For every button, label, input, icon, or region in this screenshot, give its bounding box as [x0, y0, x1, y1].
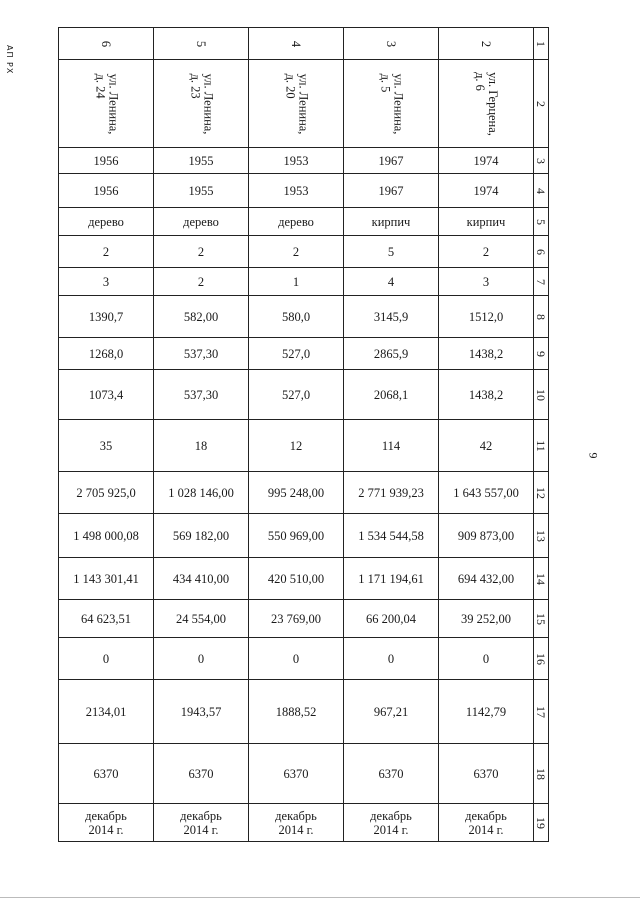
rownum-cell — [534, 236, 549, 268]
value-cell — [249, 600, 344, 638]
value-line: 2014 г. — [373, 822, 409, 837]
value-text: 1974 — [473, 153, 499, 168]
table-row — [59, 638, 549, 680]
value-cell — [59, 148, 154, 174]
table-row — [59, 148, 549, 174]
value-cell — [439, 268, 534, 296]
value-text: 1268,0 — [88, 346, 124, 361]
value-text: 1953 — [283, 183, 309, 198]
value-cell — [439, 680, 534, 744]
value-text: 24 554,00 — [176, 611, 226, 626]
rownum-cell — [534, 296, 549, 338]
table-row — [59, 370, 549, 420]
rownum-cell — [534, 804, 549, 842]
rownum-cell — [534, 514, 549, 558]
value-cell — [154, 680, 249, 744]
row-number: 15 — [534, 612, 548, 625]
value-cell — [59, 208, 154, 236]
table-row — [59, 472, 549, 514]
value-cell — [59, 296, 154, 338]
value-cell — [154, 370, 249, 420]
value-cell — [154, 472, 249, 514]
value-cell — [249, 236, 344, 268]
table-row — [59, 174, 549, 208]
value-text: 1438,2 — [468, 346, 504, 361]
value-cell — [249, 514, 344, 558]
column-number: 2 — [479, 40, 493, 47]
value-text: 537,30 — [183, 346, 219, 361]
value-text: 3 — [482, 274, 490, 289]
value-cell — [59, 638, 154, 680]
value-line: 2014 г. — [278, 822, 314, 837]
address-cell — [344, 60, 439, 148]
column-number: 4 — [289, 40, 303, 47]
value-text: 537,30 — [183, 387, 219, 402]
value-text: 1 498 000,08 — [73, 528, 139, 543]
value-cell — [249, 638, 344, 680]
value-cell — [344, 148, 439, 174]
value-text: 2068,1 — [373, 387, 409, 402]
page-number: 9 — [586, 452, 601, 459]
value-cell — [154, 338, 249, 370]
value-text: 1 — [292, 274, 300, 289]
value-cell — [439, 338, 534, 370]
value-text: 1967 — [378, 153, 404, 168]
value-text: 1956 — [93, 153, 119, 168]
value-text: 569 182,00 — [172, 528, 230, 543]
rownum-cell — [534, 148, 549, 174]
value-text: 1142,79 — [465, 704, 507, 719]
value-text: 434 410,00 — [172, 571, 230, 586]
column-number-row — [59, 28, 549, 60]
value-cell — [249, 174, 344, 208]
table-row — [59, 296, 549, 338]
value-cell — [249, 338, 344, 370]
value-text: 1 643 557,00 — [453, 485, 519, 500]
value-cell — [344, 804, 439, 842]
value-text: 0 — [292, 651, 300, 666]
value-cell — [439, 420, 534, 472]
table-row — [59, 208, 549, 236]
column-number-cell — [439, 28, 534, 60]
value-cell — [59, 268, 154, 296]
value-cell — [344, 558, 439, 600]
value-text: 527,0 — [281, 387, 311, 402]
address-row — [59, 60, 549, 148]
column-number: 5 — [194, 40, 208, 47]
rownum-cell — [534, 268, 549, 296]
table-row — [59, 236, 549, 268]
value-cell — [59, 420, 154, 472]
value-text: 114 — [381, 438, 401, 453]
table-row — [59, 514, 549, 558]
value-text: 1943,57 — [180, 704, 222, 719]
address-cell — [59, 60, 154, 148]
value-text: 1955 — [188, 153, 214, 168]
value-cell — [249, 268, 344, 296]
value-cell — [439, 148, 534, 174]
row-number: 4 — [534, 187, 548, 194]
value-text: 12 — [289, 438, 303, 453]
value-cell — [249, 804, 344, 842]
value-text: 0 — [387, 651, 395, 666]
rownum-cell — [534, 208, 549, 236]
row-number: 16 — [534, 652, 548, 665]
row-number: 14 — [534, 572, 548, 585]
value-cell — [249, 420, 344, 472]
value-text: 3 — [102, 274, 110, 289]
column-number-cell — [154, 28, 249, 60]
value-text: 0 — [102, 651, 110, 666]
row-number: 18 — [534, 767, 548, 780]
value-text: 39 252,00 — [461, 611, 511, 626]
rownum-cell — [534, 472, 549, 514]
value-text: 2134,01 — [85, 704, 127, 719]
value-cell — [344, 744, 439, 804]
value-cell — [154, 208, 249, 236]
value-cell — [439, 208, 534, 236]
rownum-cell — [534, 558, 549, 600]
value-cell — [344, 638, 439, 680]
value-cell — [59, 558, 154, 600]
value-cell — [249, 558, 344, 600]
value-text: 66 200,04 — [366, 611, 416, 626]
address-text — [283, 73, 309, 134]
value-text: дерево — [183, 214, 219, 229]
value-cell — [439, 514, 534, 558]
row-number: 6 — [534, 248, 548, 255]
value-text: 582,00 — [183, 309, 219, 324]
value-text: 1 143 301,41 — [73, 571, 139, 586]
value-cell — [59, 472, 154, 514]
value-cell — [439, 296, 534, 338]
value-text: 2 — [102, 244, 110, 259]
value-text: 2 705 925,0 — [76, 485, 136, 500]
column-number-cell — [249, 28, 344, 60]
value-cell — [154, 268, 249, 296]
value-text: 1 171 194,61 — [358, 571, 424, 586]
row-number: 8 — [534, 313, 548, 320]
value-cell — [249, 296, 344, 338]
value-text: 909 873,00 — [457, 528, 515, 543]
value-cell — [344, 600, 439, 638]
address-text — [378, 73, 404, 134]
value-cell — [154, 638, 249, 680]
value-cell — [59, 680, 154, 744]
value-cell — [344, 236, 439, 268]
value-text: 42 — [479, 438, 493, 453]
address-cell — [249, 60, 344, 148]
value-text: 995 248,00 — [267, 485, 325, 500]
value-text: 550 969,00 — [267, 528, 325, 543]
value-cell — [154, 514, 249, 558]
value-cell — [59, 804, 154, 842]
value-line: декабрь — [275, 808, 317, 823]
address-text — [93, 73, 119, 134]
value-text: 2 — [197, 274, 205, 289]
address-line: д. 5 — [378, 73, 392, 92]
rownum-cell — [534, 744, 549, 804]
row-number: 19 — [534, 816, 548, 829]
value-text: 1512,0 — [468, 309, 504, 324]
address-line: ул. Ленина, — [391, 73, 405, 134]
value-text: дерево — [278, 214, 314, 229]
value-text: 2 — [482, 244, 490, 259]
value-text: 2 — [197, 244, 205, 259]
address-line: д. 20 — [283, 73, 297, 99]
value-cell — [439, 600, 534, 638]
rownum-cell — [534, 338, 549, 370]
value-cell — [344, 370, 439, 420]
value-text: 1956 — [93, 183, 119, 198]
value-line: декабрь — [370, 808, 412, 823]
rownum-cell — [534, 28, 549, 60]
value-cell — [344, 338, 439, 370]
value-text: 2 771 939,23 — [358, 485, 424, 500]
value-text: 1073,4 — [88, 387, 124, 402]
value-text: 6370 — [378, 766, 404, 781]
value-cell — [249, 680, 344, 744]
table-row — [59, 680, 549, 744]
value-text: 5 — [387, 244, 395, 259]
value-text: кирпич — [466, 214, 506, 229]
value-text: 23 769,00 — [271, 611, 321, 626]
address-line: ул. Ленина, — [106, 73, 120, 134]
column-number: 3 — [384, 40, 398, 47]
value-cell — [154, 804, 249, 842]
value-cell — [344, 208, 439, 236]
value-cell — [439, 558, 534, 600]
value-cell — [344, 472, 439, 514]
value-cell — [154, 558, 249, 600]
value-cell — [344, 174, 439, 208]
value-line: декабрь — [465, 808, 507, 823]
table-row — [59, 744, 549, 804]
value-text: 35 — [99, 438, 113, 453]
row-number: 3 — [534, 157, 548, 164]
row-number: 11 — [534, 439, 548, 452]
footer-divider — [0, 897, 640, 898]
rownum-cell — [534, 638, 549, 680]
value-cell — [249, 208, 344, 236]
row-number: 9 — [534, 350, 548, 357]
value-cell — [249, 472, 344, 514]
value-text: 64 623,51 — [81, 611, 131, 626]
value-text: 0 — [197, 651, 205, 666]
value-cell — [154, 236, 249, 268]
column-number-cell — [344, 28, 439, 60]
value-text: 1390,7 — [88, 309, 124, 324]
value-text: 1953 — [283, 153, 309, 168]
value-cell — [439, 174, 534, 208]
value-text: 18 — [194, 438, 208, 453]
row-number: 12 — [534, 486, 548, 499]
value-cell — [59, 370, 154, 420]
address-line: д. 6 — [473, 71, 487, 91]
table-row — [59, 804, 549, 842]
value-text: 6370 — [93, 766, 119, 781]
value-line: 2014 г. — [183, 822, 219, 837]
value-text: 1888,52 — [275, 704, 317, 719]
value-line: 2014 г. — [88, 822, 124, 837]
value-line: декабрь — [85, 808, 127, 823]
value-text: 3145,9 — [373, 309, 409, 324]
value-cell — [439, 804, 534, 842]
address-cell — [439, 60, 534, 148]
column-number: 6 — [99, 40, 113, 47]
row-number: 7 — [534, 278, 548, 285]
row-number: 2 — [534, 100, 548, 107]
value-line: декабрь — [180, 808, 222, 823]
value-text: 1 534 544,58 — [358, 528, 424, 543]
column-number-cell — [59, 28, 154, 60]
value-cell — [59, 514, 154, 558]
value-text: 2865,9 — [373, 346, 409, 361]
address-line: д. 23 — [188, 73, 202, 99]
rownum-cell — [534, 600, 549, 638]
table-row — [59, 558, 549, 600]
address-cell — [154, 60, 249, 148]
value-cell — [59, 174, 154, 208]
value-cell — [439, 472, 534, 514]
value-text: 6370 — [188, 766, 214, 781]
value-text: 420 510,00 — [267, 571, 325, 586]
value-cell — [154, 296, 249, 338]
value-cell — [249, 370, 344, 420]
value-cell — [344, 514, 439, 558]
value-cell — [59, 744, 154, 804]
value-text: 2 — [292, 244, 300, 259]
row-number: 10 — [534, 388, 548, 401]
value-text: 967,21 — [373, 704, 409, 719]
rownum-cell — [534, 680, 549, 744]
housing-data-table — [58, 27, 549, 842]
column-number: 1 — [534, 40, 548, 47]
address-text — [188, 73, 214, 134]
value-cell — [154, 148, 249, 174]
value-cell — [154, 174, 249, 208]
row-number: 17 — [534, 705, 548, 718]
address-line: ул. Ленина, — [201, 73, 215, 134]
value-text: 1 028 146,00 — [168, 485, 234, 500]
value-cell — [59, 338, 154, 370]
value-cell — [439, 744, 534, 804]
value-text: 527,0 — [281, 346, 311, 361]
value-cell — [344, 680, 439, 744]
value-text: 1438,2 — [468, 387, 504, 402]
value-text: кирпич — [371, 214, 411, 229]
value-cell — [344, 296, 439, 338]
value-cell — [249, 148, 344, 174]
value-cell — [344, 420, 439, 472]
table-row — [59, 600, 549, 638]
value-text: 694 432,00 — [457, 571, 515, 586]
value-cell — [439, 236, 534, 268]
value-cell — [344, 268, 439, 296]
value-cell — [154, 744, 249, 804]
rownum-cell — [534, 420, 549, 472]
rownum-cell — [534, 60, 549, 148]
value-line: 2014 г. — [468, 822, 504, 837]
value-text: 6370 — [473, 766, 499, 781]
value-text: 0 — [482, 651, 490, 666]
value-cell — [154, 600, 249, 638]
value-text: 1967 — [378, 183, 404, 198]
row-number: 5 — [534, 218, 548, 225]
value-text: 1974 — [473, 183, 499, 198]
value-text: 6370 — [283, 766, 309, 781]
table-row — [59, 268, 549, 296]
value-cell — [249, 744, 344, 804]
value-text: 1955 — [188, 183, 214, 198]
address-line: ул. Ленина, — [296, 73, 310, 134]
address-text — [473, 72, 499, 136]
row-number: 13 — [534, 529, 548, 542]
value-text: 580,0 — [281, 309, 311, 324]
rownum-cell — [534, 370, 549, 420]
value-cell — [154, 420, 249, 472]
value-cell — [439, 370, 534, 420]
value-cell — [59, 236, 154, 268]
value-cell — [439, 638, 534, 680]
address-line: д. 24 — [93, 73, 107, 99]
table-row — [59, 338, 549, 370]
address-line: ул. Герцена, — [486, 71, 500, 136]
value-cell — [59, 600, 154, 638]
rownum-cell — [534, 174, 549, 208]
value-text: 4 — [387, 274, 395, 289]
table-row — [59, 420, 549, 472]
corner-archive-mark: АП РХ — [5, 45, 14, 75]
value-text: дерево — [88, 214, 124, 229]
